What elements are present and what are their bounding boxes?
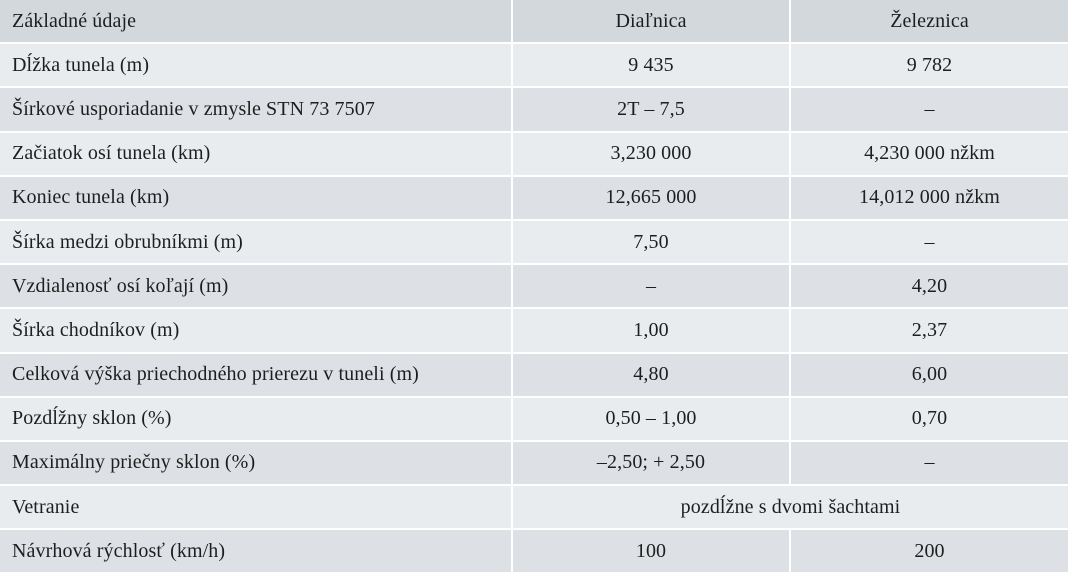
table-row [0, 353, 1068, 397]
cell-dialnica: 4,80 [512, 353, 790, 397]
table-row [0, 87, 1068, 131]
cell-zeleznica: 6,00 [790, 353, 1068, 397]
row-label: Šírka medzi obrubníkmi (m) [0, 220, 512, 264]
row-label: Dĺžka tunela (m) [0, 43, 512, 87]
table-row [0, 485, 1068, 529]
row-label: Šírkové usporiadanie v zmysle STN 73 7507 [0, 87, 512, 131]
row-label: Maximálny priečny sklon (%) [0, 441, 512, 485]
cell-dialnica: 9 435 [512, 43, 790, 87]
cell-dialnica: 100 [512, 529, 790, 573]
header-zakladne-udaje: Základné údaje [0, 0, 512, 43]
cell-zeleznica: 2,37 [790, 308, 1068, 352]
row-label: Návrhová rýchlosť (km/h) [0, 529, 512, 573]
cell-zeleznica: 9 782 [790, 43, 1068, 87]
header-zeleznica: Železnica [790, 0, 1068, 43]
row-label: Vzdialenosť osí koľají (m) [0, 264, 512, 308]
cell-zeleznica: 14,012 000 nžkm [790, 176, 1068, 220]
table-row [0, 220, 1068, 264]
row-label: Šírka chodníkov (m) [0, 308, 512, 352]
table-row [0, 264, 1068, 308]
cell-dialnica: 1,00 [512, 308, 790, 352]
cell-zeleznica: – [790, 87, 1068, 131]
cell-zeleznica: – [790, 441, 1068, 485]
table-header-row [0, 0, 1068, 43]
row-label: Pozdĺžny sklon (%) [0, 397, 512, 441]
table-row [0, 308, 1068, 352]
cell-zeleznica: – [790, 220, 1068, 264]
row-label: Vetranie [0, 485, 512, 529]
header-dialnica: Diaľnica [512, 0, 790, 43]
table-row [0, 43, 1068, 87]
table-row [0, 132, 1068, 176]
row-label: Začiatok osí tunela (km) [0, 132, 512, 176]
cell-zeleznica: 4,230 000 nžkm [790, 132, 1068, 176]
cell-dialnica: – [512, 264, 790, 308]
table-row [0, 176, 1068, 220]
cell-zeleznica: 0,70 [790, 397, 1068, 441]
cell-zeleznica: 200 [790, 529, 1068, 573]
cell-zeleznica: 4,20 [790, 264, 1068, 308]
table-row [0, 441, 1068, 485]
cell-dialnica: 2T – 7,5 [512, 87, 790, 131]
row-label: Celková výška priechodného prierezu v tuneli (m) [0, 353, 512, 397]
cell-dialnica: 0,50 – 1,00 [512, 397, 790, 441]
table-row [0, 397, 1068, 441]
cell-spanned: pozdĺžne s dvomi šachtami [512, 485, 1068, 529]
table-row [0, 529, 1068, 573]
cell-dialnica: 7,50 [512, 220, 790, 264]
cell-dialnica: 3,230 000 [512, 132, 790, 176]
cell-dialnica: –2,50; + 2,50 [512, 441, 790, 485]
row-label: Koniec tunela (km) [0, 176, 512, 220]
cell-dialnica: 12,665 000 [512, 176, 790, 220]
